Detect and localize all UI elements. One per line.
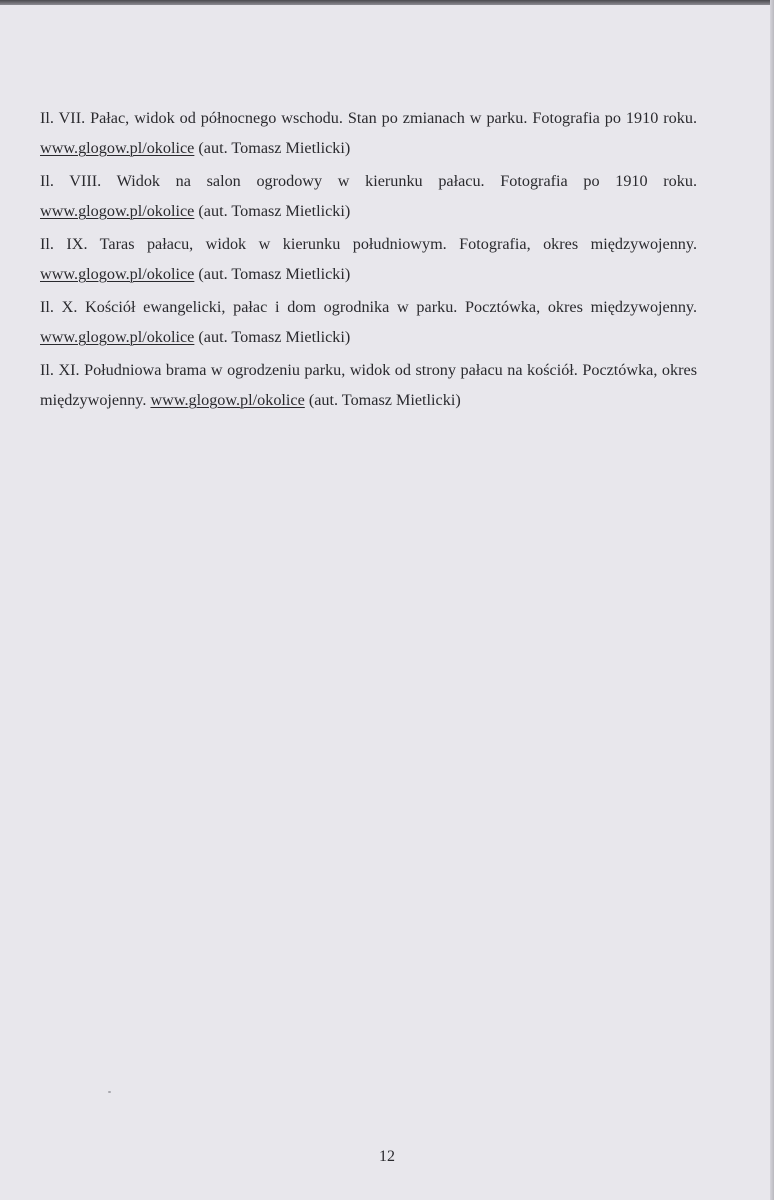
caption-text: Il. VIII. Widok na salon ogrodowy w kierunku pałacu. Fotografia po 1910 roku. xyxy=(40,172,697,190)
page-number: 12 xyxy=(379,1148,395,1165)
caption-il-xi xyxy=(40,355,697,415)
illustration-captions xyxy=(40,103,697,418)
caption-link[interactable]: www.glogow.pl/okolice xyxy=(40,265,195,283)
caption-text: Il. IX. Taras pałacu, widok w kierunku południowym. Fotografia, okres międzywojenny. xyxy=(40,235,697,253)
caption-credit: (aut. Tomasz Mietlicki) xyxy=(198,202,351,220)
caption-il-ix xyxy=(40,229,697,289)
caption-link[interactable]: www.glogow.pl/okolice xyxy=(150,391,305,409)
caption-text: Il. VII. Pałac, widok od północnego wschodu. Stan po zmianach w parku. Fotografia po 1910 roku. xyxy=(40,109,697,127)
scan-speck xyxy=(108,1091,111,1093)
caption-link[interactable]: www.glogow.pl/okolice xyxy=(40,139,195,157)
caption-credit: (aut. Tomasz Mietlicki) xyxy=(198,328,351,346)
caption-il-vii xyxy=(40,103,697,163)
caption-text: Il. X. Kościół ewangelicki, pałac i dom ogrodnika w parku. Pocztówka, okres międzywojenny. xyxy=(40,298,697,316)
caption-credit: (aut. Tomasz Mietlicki) xyxy=(198,265,351,283)
scan-right-edge xyxy=(770,0,774,1200)
caption-il-viii xyxy=(40,166,697,226)
caption-il-x xyxy=(40,292,697,352)
caption-link[interactable]: www.glogow.pl/okolice xyxy=(40,202,195,220)
caption-link[interactable]: www.glogow.pl/okolice xyxy=(40,328,195,346)
scan-top-edge xyxy=(0,0,774,5)
caption-credit: (aut. Tomasz Mietlicki) xyxy=(308,391,461,409)
caption-text: Il. XI. Południowa brama w ogrodzeniu parku, widok od strony pałacu na kościół. Pocztówka, okres międzywojenny. xyxy=(40,361,697,409)
caption-credit: (aut. Tomasz Mietlicki) xyxy=(198,139,351,157)
